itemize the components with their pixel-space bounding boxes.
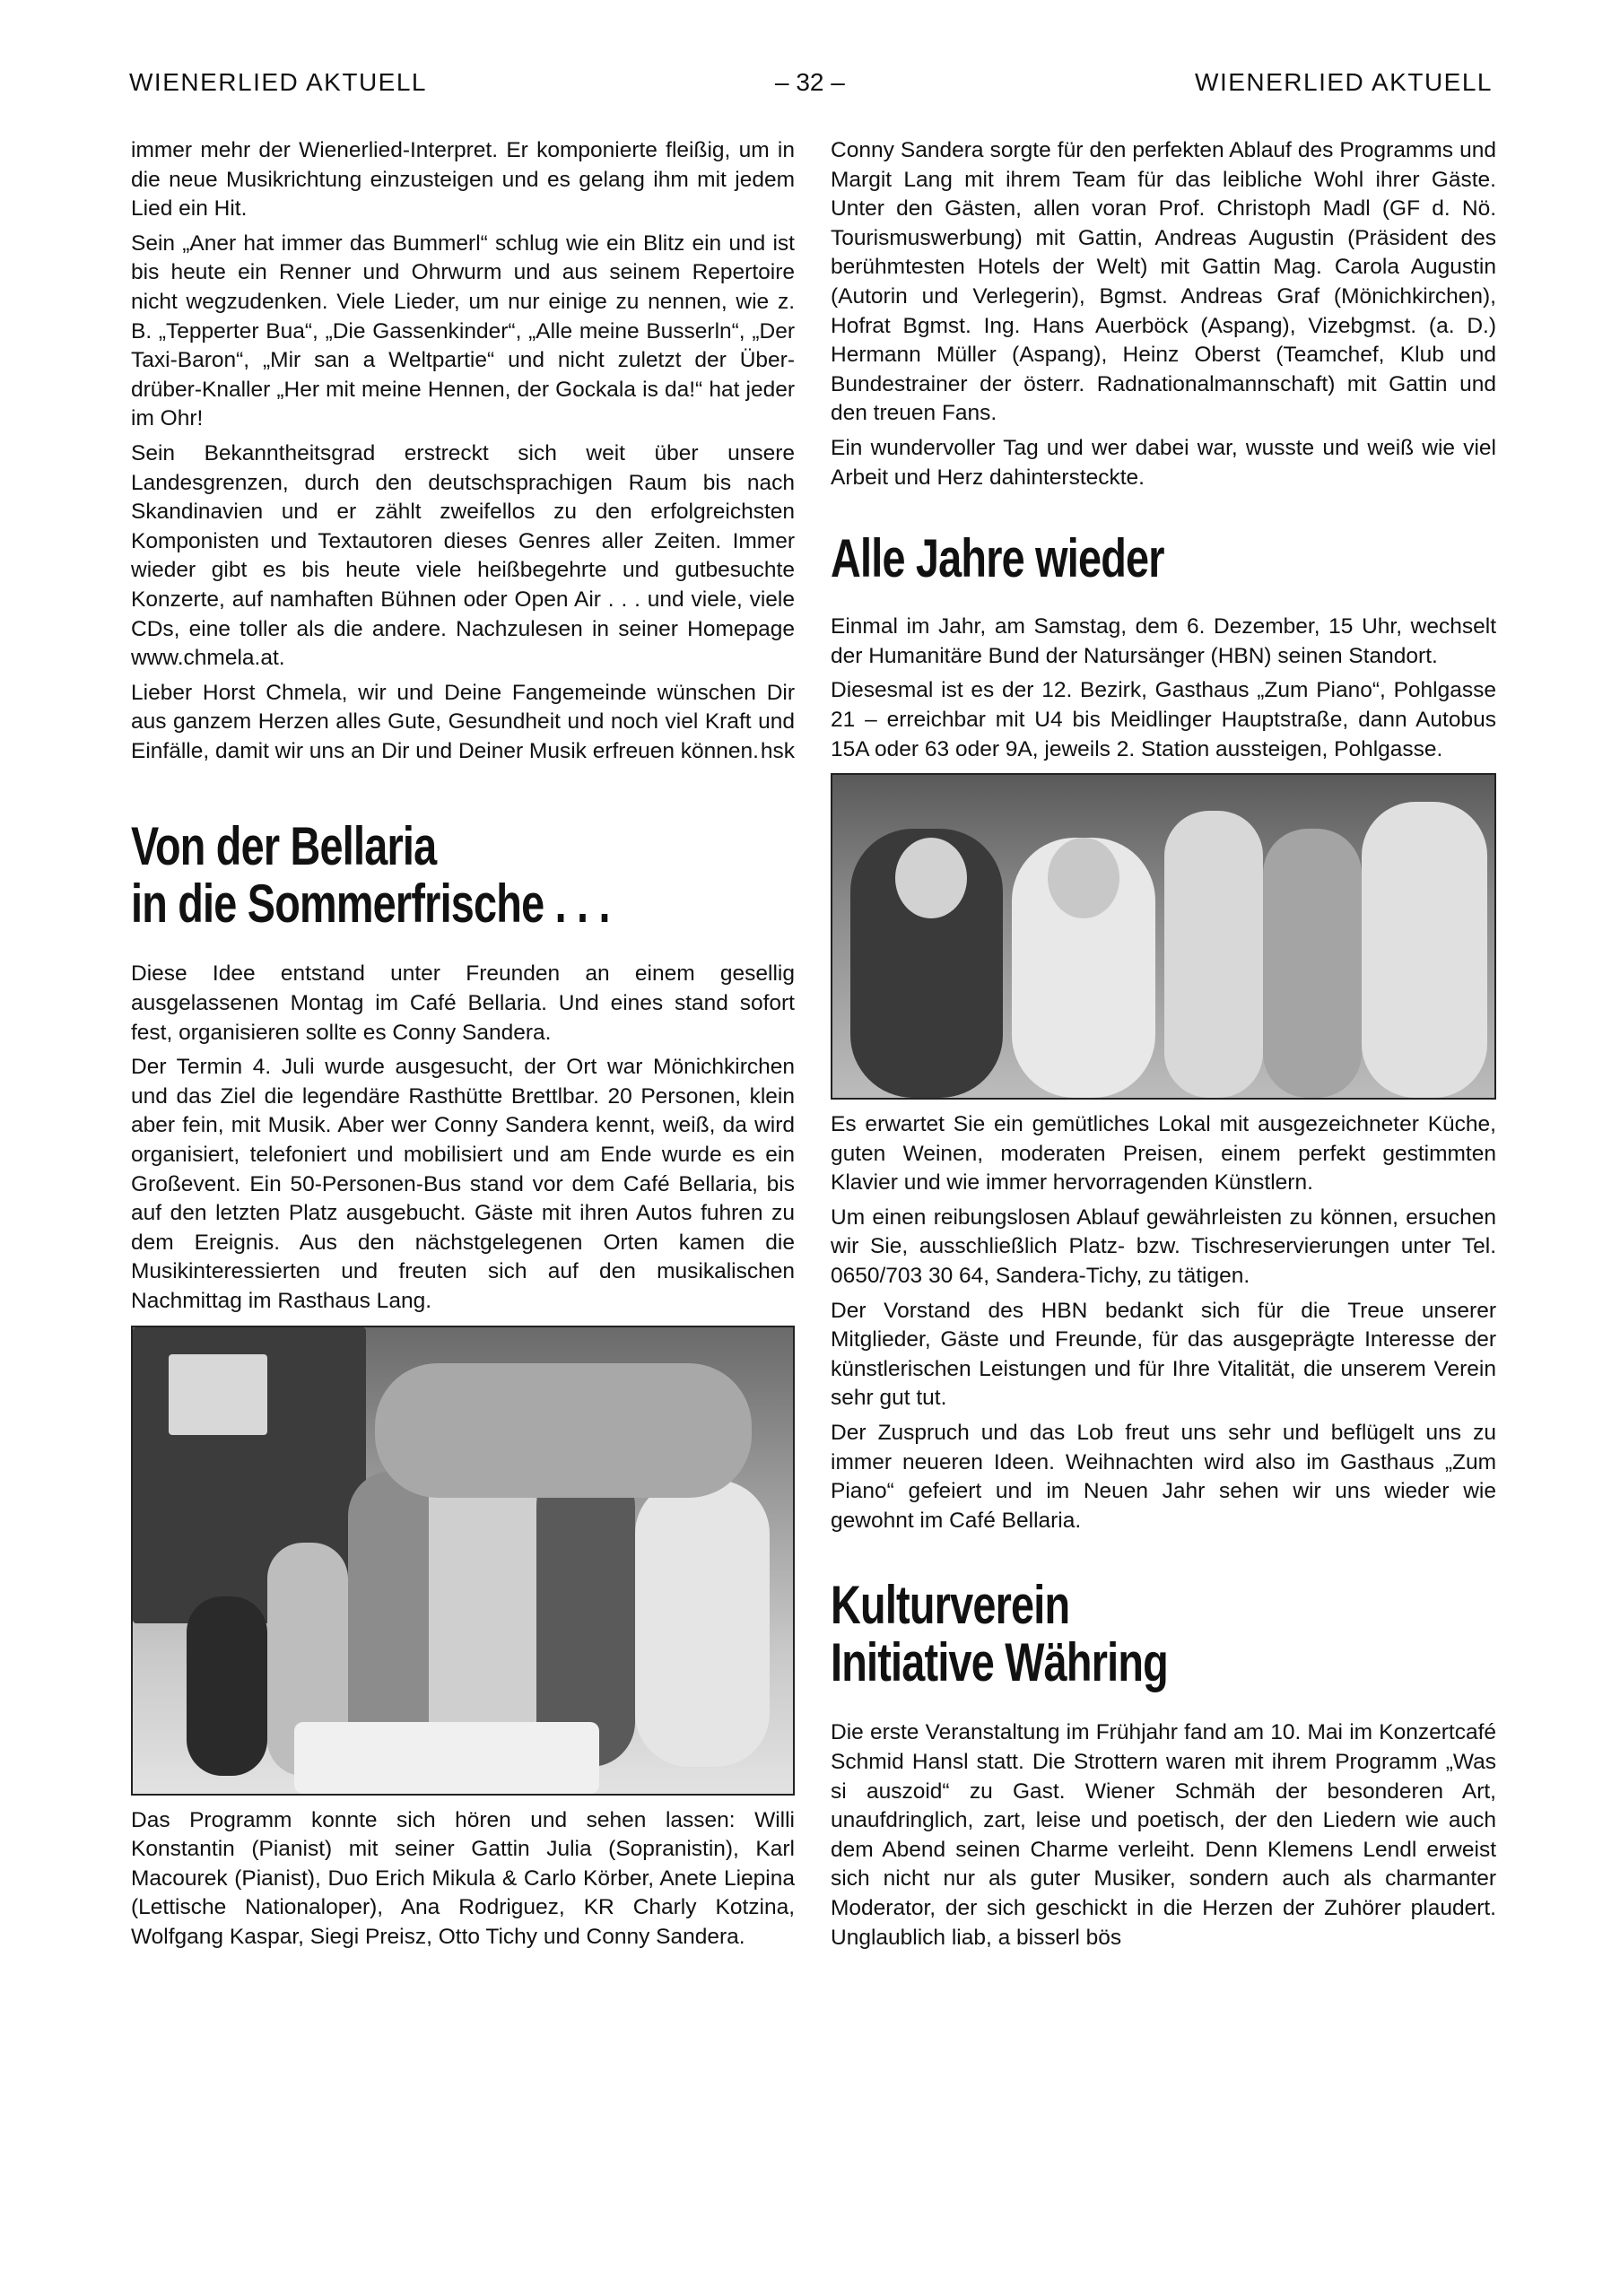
- paragraph: Es erwartet Sie ein gemütliches Lokal mit ausgezeichneter Küche, guten Weinen, moderaten Preisen, einem perfekt gestimmten Klavier und wie immer hervorragenden Künstlern.: [831, 1112, 1496, 1196]
- paragraph: Die erste Veranstaltung im Frühjahr fand am 10. Mai im Konzertcafé Schmid Hansl statt. Die Strottern waren mit ihrem Programm „Was si auszoid“ zu Gast. Wiener Schmäh der besonderen Art, unaufdringlich, zart, leise und poetisch, der den Liedern wie auch dem Abend seinen Charme verleiht. Denn Klemens Lendl erweist sich nicht nur als guter Musiker, sondern auch als charmanter Moderator, der sich geschickt in die Herzen der Zuhörer plaudert. Unglaublich liab, a bisserl bös: [831, 1720, 1496, 1950]
- page-number: – 32 –: [775, 68, 845, 96]
- group-photo: [131, 1326, 795, 1796]
- author-signature: hsk: [760, 738, 795, 763]
- paragraph: immer mehr der Wienerlied-Interpret. Er komponierte fleißig, um in die neue Musikrichtung einzusteigen und es gelang ihm mit jedem Lied ein Hit.: [131, 138, 795, 222]
- paragraph: Der Termin 4. Juli wurde ausgesucht, der Ort war Mönichkirchen und das Ziel die legendäre Rasthütte Brettlbar. 20 Personen, klein aber fein, mit Musik. Aber wer Conny Sandera kennt, weiß, da wird organisiert, telefoniert und mobilisiert und am Ende wurde es ein Großevent. Ein 50-Personen-Bus stand vor dem Café Bellaria, bis auf den letzten Platz ausgebucht. Gäste mit ihren Autos fuhren zu dem Ereignis. Aus den nächstgelegenen Orten kamen die Musikinteressierten und freuten sich auf den musikalischen Nachmittag im Rasthaus Lang.: [131, 1055, 795, 1313]
- paragraph: Einmal im Jahr, am Samstag, dem 6. Dezember, 15 Uhr, wechselt der Humanitäre Bund der Natursänger (HBN) seinen Standort.: [831, 614, 1496, 668]
- paragraph: Ein wundervoller Tag und wer dabei war, wusste und weiß wie viel Arbeit und Herz dahintersteckte.: [831, 435, 1496, 490]
- running-title-left: WIENERLIED AKTUELL: [129, 68, 427, 96]
- page-header: [129, 68, 1493, 104]
- paragraph: Sein Bekanntheitsgrad erstreckt sich weit über unsere Landesgrenzen, durch den deutschsprachigen Raum bis nach Skandinavien und er zählt zweifellos zu den erfolgreichsten Komponisten und Textautoren dieses Genres aller Zeiten. Immer wieder gibt es bis heute viele heißbegehrte und gutbesuchte Konzerte, auf namhaften Bühnen oder Open Air . . . und viele, viele CDs, eine toller als die andere. Nachzulesen in seiner Homepage www.chmela.at.: [131, 440, 795, 671]
- paragraph: Der Vorstand des HBN bedankt sich für die Treue unserer Mitglieder, Gäste und Freunde, für das ausgeprägte Interesse der künstlerischen Leistungen und für Ihre Vitalität, die unserem Verein sehr gut tut.: [831, 1298, 1496, 1411]
- article-headline: [831, 1577, 1496, 1699]
- paragraph-text: Lieber Horst Chmela, wir und Deine Fangemeinde wünschen Dir aus ganzem Herzen alles Gute, Gesundheit und noch viel Kraft und Einfälle, damit wir uns an Dir und Deiner Musik erfreuen können.: [131, 680, 795, 763]
- paragraph-with-signature: [131, 679, 795, 767]
- article-headline: [131, 818, 795, 940]
- paragraph: Diesesmal ist es der 12. Bezirk, Gasthaus „Zum Piano“, Pohlgasse 21 – erreichbar mit U4 bis Meidlinger Hauptstraße, dann Autobus 15A oder 63 oder 9A, jeweils 2. Station aussteigen, Pohlgasse.: [831, 678, 1496, 761]
- headline-line: Kulturverein: [831, 1577, 1070, 1636]
- paragraph: Diese Idee entstand unter Freunden an einem gesellig ausgelassenen Montag im Café Bellaria. Und eines stand sofort fest, organisieren sollte es Conny Sandera.: [131, 961, 795, 1045]
- left-column: [131, 136, 795, 1958]
- headline-line: Initiative Währing: [831, 1632, 1168, 1693]
- paragraph: Um einen reibungslosen Ablauf gewährleisten zu können, ersuchen wir Sie, ausschließlich Platz- bzw. Tischreservierungen unter Tel. 0650/703 30 64, Sandera-Tichy, zu tätigen.: [831, 1205, 1496, 1289]
- headline-line: Alle Jahre wieder: [831, 530, 1164, 589]
- running-title-right: WIENERLIED AKTUELL: [1195, 68, 1493, 96]
- paragraph: Sein „Aner hat immer das Bummerl“ schlug wie ein Blitz ein und ist bis heute ein Renner und Ohrwurm und aus seinem Repertoire nicht wegzudenken. Viele Lieder, um nur einige zu nennen, wie z. B. „Tepperter Bua“, „Die Gassenkinder“, „Alle meine Busserln“, „Der Taxi-Baron“, „Mir san a Weltpartie“ und nicht zuletzt der Über-drüber-Knaller „Her mit meine Hennen, der Gockala is da!“ hat jeder im Ohr!: [131, 230, 795, 431]
- right-column: [831, 136, 1496, 1958]
- paragraph: Conny Sandera sorgte für den perfekten Ablauf des Programms und Margit Lang mit ihrem Team für das leibliche Wohl ihrer Gäste. Unter den Gästen, allen voran Prof. Christoph Madl (GF d. Nö. Tourismuswerbung) mit Gattin, Andreas Augustin (Präsident des berühmtesten Hotels der Welt) mit Gattin Mag. Carola Augustin (Autorin und Verlegerin), Bgmst. Andreas Graf (Mönichkirchen), Hofrat Bgmst. Ing. Hans Auerböck (Aspang), Vizebgmst. (a. D.) Hermann Müller (Aspang), Heinz Oberst (Teamchef, Klub und Bundestrainer der österr. Radnationalmannschaft) mit Gattin und den treuen Fans.: [831, 138, 1496, 426]
- article-headline: [831, 530, 1496, 593]
- photo-caption-paragraph: Das Programm konnte sich hören und sehen lassen: Willi Konstantin (Pianist) mit seiner Gattin Julia (Sopranistin), Karl Macourek (Pianist), Duo Erich Mikula & Carlo Körber, Anete Liepina (Lettische Nationaloper), Ana Rodriguez, KR Charly Kotzina, Wolfgang Kaspar, Siegi Preisz, Otto Tichy und Conny Sandera.: [131, 1807, 795, 1949]
- event-photo: [831, 773, 1496, 1100]
- paragraph: Der Zuspruch und das Lob freut uns sehr und beflügelt uns zu immer neueren Ideen. Weihnachten wird also im Gasthaus „Zum Piano“ gefeiert und im Neuen Jahr sehen wir uns wieder wie gewohnt im Café Bellaria.: [831, 1421, 1496, 1533]
- headline-line: Von der Bellaria: [131, 818, 437, 877]
- headline-line: in die Sommerfrische . . .: [131, 874, 610, 935]
